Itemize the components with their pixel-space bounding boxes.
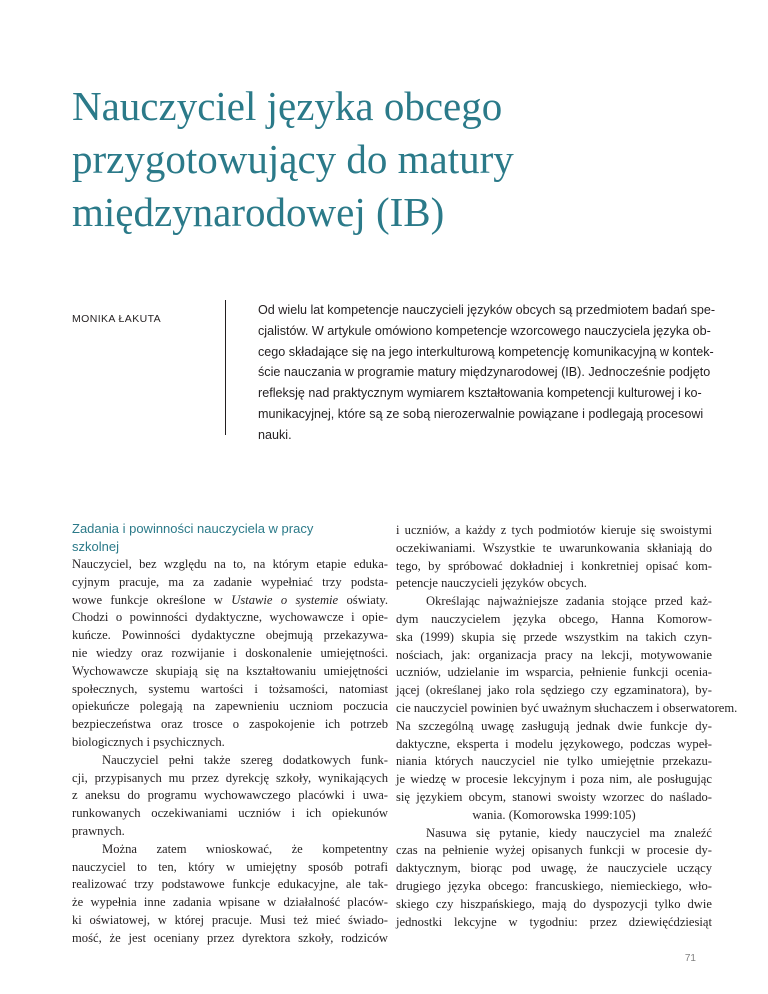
body-line: cji, przypisanych mu przez dyrekcję szkoły, wynikających	[72, 770, 388, 785]
body-line: Chodzi o powinności dydaktyczne, wychowawcze i opie-	[72, 610, 388, 625]
title-line: międzynarodowej (IB)	[72, 189, 445, 235]
body-line: czas na pełnienie wyżej opisanych funkcji w procesie dy-	[396, 843, 712, 858]
abstract-line: munikacyjnej, które są ze sobą nierozerwalnie powiązane i podlegają procesowi	[258, 406, 704, 421]
body-line: i uczniów, a każdy z tych podmiotów kieruje się swoistymi	[396, 523, 712, 537]
body-line: petencje nauczycieli języków obcych.	[396, 576, 587, 591]
title-line: przygotowujący do matury	[72, 136, 514, 182]
body-line: Na szczególną uwagę zasługują jednak dwie funkcje dy-	[396, 718, 712, 733]
body-line: daktycznym, biorąc pod uwagę, że nauczyciele uczący	[396, 861, 712, 876]
abstract-line: ście nauczania w programie matury międzynarodowej (IB). Jednocześnie podjęto	[258, 365, 711, 380]
left-column	[72, 520, 388, 948]
page-number: 71	[684, 953, 696, 964]
body-line: z aneksu do programu wychowawczego placówki i uwa-	[72, 788, 388, 803]
body-line: jącej (określanej jako rola sędziego czy egzaminatora), by-	[396, 683, 712, 698]
body-text: wowe funkcje określone w	[72, 592, 232, 607]
vertical-divider	[225, 300, 226, 435]
body-line: Określając najważniejsze zadania stojące przed każ-	[426, 594, 712, 609]
author-name: MONIKA ŁAKUTA	[72, 313, 162, 325]
body-line: nościach, jak: organizacja pracy na lekcji, motywowanie	[396, 647, 712, 662]
body-line: je wiedzę w procesie lekcyjnym i poza nim, ale posługując	[396, 772, 712, 787]
body-line: społecznych, systemu wartości i tożsamości, natomiast	[72, 681, 388, 696]
abstract-line: cjalistów. W artykule omówiono kompetencje wzorcowego nauczyciela języka ob-	[258, 323, 711, 338]
body-line: oczekiwaniami. Wszystkie te uwarunkowania skłaniają do	[396, 540, 712, 555]
body-line	[72, 592, 388, 610]
section-heading: Zadania i powinności nauczyciela w pracy	[72, 521, 314, 536]
abstract-line: refleksję nad praktycznym wymiarem kształtowania kompetencji kulturowej i ko-	[258, 386, 702, 401]
body-line: uczniów, udzielanie im wsparcia, pełnienie funkcji oceniа-	[396, 665, 712, 680]
body-line: biologicznych i psychicznych.	[72, 734, 225, 749]
italic-act-title: Ustawie o systemie	[231, 592, 339, 607]
body-line: że wypełnia inne zadania wpisane w działalność placów-	[72, 895, 388, 910]
body-line: wania. (Komorowska 1999:105)	[472, 807, 636, 822]
body-line: skiego czy hiszpańskiego, mają do dyspozycji tylko dwie	[396, 896, 712, 911]
body-line: Nasuwa się pytanie, kiedy nauczyciel ma znaleźć	[426, 825, 712, 840]
body-line: daktyczne, eksperta i modelu językowego, podczas wypeł-	[396, 736, 712, 751]
body-line: tego, by spróbować dokładniej i konkretniej opisać kom-	[396, 558, 712, 573]
right-column	[396, 522, 738, 931]
body-line: dym nauczycielem języka obcego, Hanna Komorow-	[396, 611, 712, 626]
article-title	[72, 80, 672, 239]
abstract-line: cego składające się na jego interkulturową kompetencję komunikacyjną w kontek-	[258, 344, 714, 359]
body-line: niania których nauczyciel nie tylko umiejętnie przekazu-	[396, 754, 712, 769]
body-line: Można zatem wnioskować, że kompetentny	[102, 841, 388, 856]
body-line: realizować trzy podstawowe funkcje edukacyjne, ale tak-	[72, 877, 388, 892]
body-line: bezpieczeństwa oraz trosce o zaspokojenie ich potrzeb	[72, 717, 388, 732]
body-line: nie wiedzy oraz rozwijanie i doskonalenie umiejętności.	[72, 645, 388, 660]
body-line: runkowanych oczekiwaniami uczniów i ich opiekunów	[72, 806, 388, 821]
body-line: ki oświatowej, w której pracuje. Musi też mieć świado-	[72, 912, 388, 927]
body-line: nauczyciel to ten, który w umiejętny sposób potrafi	[72, 859, 388, 874]
body-text: oświaty.	[338, 592, 388, 607]
body-line: cie nauczyciel powinien być uważnym słuchaczem i obserwatorem.	[396, 700, 738, 715]
abstract-line: nauki.	[258, 427, 292, 442]
body-line: ska (1999) skupia się przede wszystkim na takich czyn-	[396, 629, 712, 644]
body-line: jednostki lekcyjne w tygodniu: przez dziewięćdziesiąt	[396, 914, 712, 929]
body-line: kuńcze. Powinności dydaktyczne obejmują przekazywa-	[72, 628, 388, 643]
body-line: Nauczyciel, bez względu na to, na którym etapie eduka-	[72, 557, 388, 571]
abstract-line: Od wielu lat kompetencje nauczycieli języków obcych są przedmiotem badań spe-	[258, 303, 716, 317]
body-line: drugiego języka obcego: francuskiego, niemieckiego, wło-	[396, 878, 712, 893]
body-line: mość, że jest oceniany przez dyrektora szkoły, rodziców	[72, 930, 388, 945]
body-line: cyjnym pracuje, ma za zadanie wypełniać trzy podsta-	[72, 574, 388, 589]
abstract	[258, 300, 716, 446]
body-line: Nauczyciel pełni także szereg dodatkowych funk-	[102, 752, 388, 767]
body-line: opiekuńcze polegają na zapewnieniu uczniom poczucia	[72, 699, 388, 714]
body-line: się językiem obcym, stanowi swoisty wzorzec do naślado-	[396, 789, 712, 804]
body-line: Wychowawcze skupiają się na kształtowaniu umiejętności	[72, 663, 388, 678]
body-line: prawnych.	[72, 823, 125, 838]
title-line: Nauczyciel języka obcego	[72, 83, 503, 129]
section-heading: szkolnej	[72, 539, 119, 554]
